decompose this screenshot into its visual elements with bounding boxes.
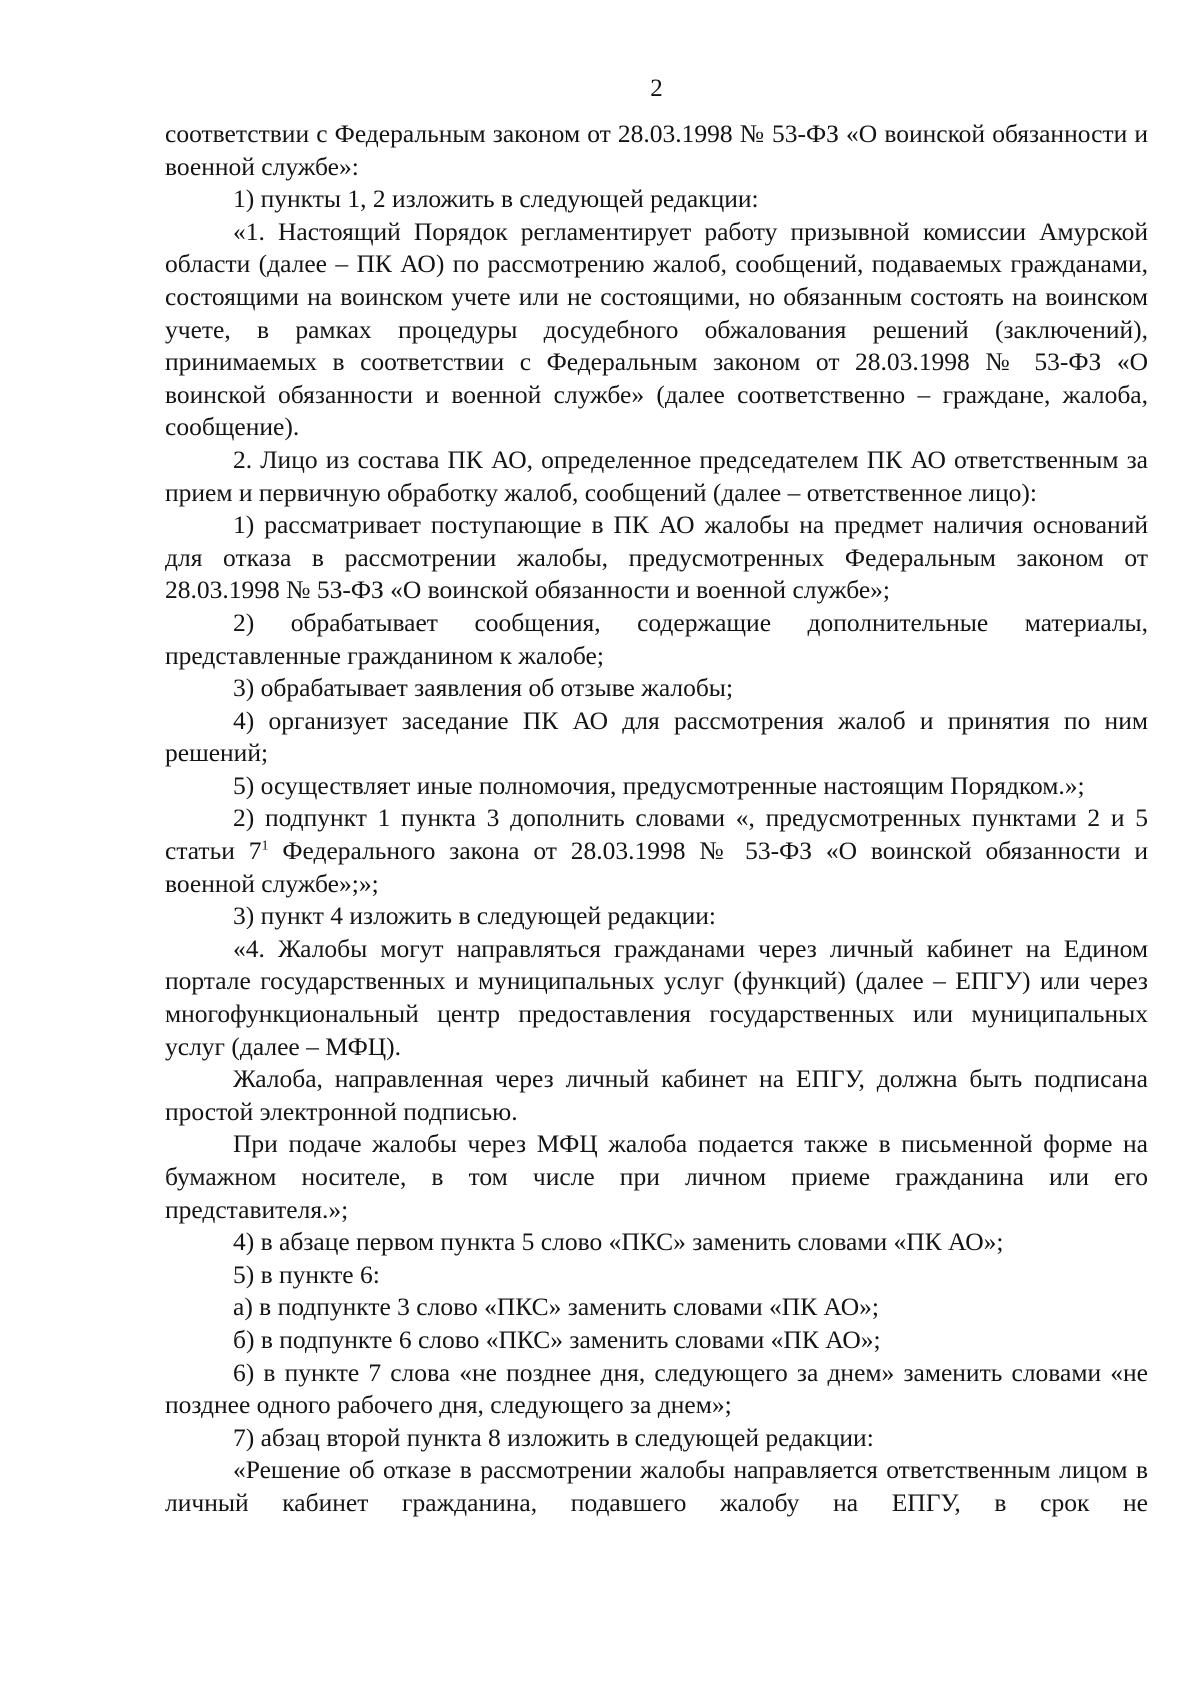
amendment-2-text-before: 2) подпункт 1 пункта 3 дополнить словами «, предусмотренных пунктами 2 и 5 статьи 7 bbox=[165, 803, 1148, 866]
paragraph-subclause-4: 4) организует заседание ПК АО для рассмотрения жалоб и принятия по ним решений; bbox=[165, 705, 1148, 768]
paragraph-clause-4-mfc: При подаче жалобы через МФЦ жалоба подается также в письменной форме на бумажном носителе, в том числе при личном приеме гражданина или его представителя.»; bbox=[165, 1129, 1148, 1224]
paragraph-clause-4-signature: Жалоба, направленная через личный кабинет на ЕПГУ, должна быть подписана простой электронной подписью. bbox=[165, 1064, 1148, 1126]
paragraph-amendment-5a: а) в подпункте 3 слово «ПКС» заменить словами «ПК АО»; bbox=[233, 1292, 879, 1322]
paragraph-clause-2: 2. Лицо из состава ПК АО, определенное председателем ПК АО ответственным за прием и первичную обработку жалоб, сообщений (далее – ответственное лицо): bbox=[165, 444, 1148, 507]
paragraph-amendment-5: 5) в пункте 6: bbox=[233, 1259, 380, 1289]
paragraph-amendment-4: 4) в абзаце первом пункта 5 слово «ПКС» заменить словами «ПК АО»; bbox=[233, 1227, 1004, 1257]
paragraph-subclause-5: 5) осуществляет иные полномочия, предусмотренные настоящим Порядком.»; bbox=[233, 770, 1085, 800]
paragraph-amendment-5b: б) в подпункте 6 слово «ПКС» заменить словами «ПК АО»; bbox=[233, 1324, 881, 1354]
paragraph-amendment-7: 7) абзац второй пункта 8 изложить в следующей редакции: bbox=[233, 1422, 874, 1452]
paragraph-amendment-1: 1) пункты 1, 2 изложить в следующей редакции: bbox=[233, 184, 759, 214]
paragraph-clause-1: «1. Настоящий Порядок регламентирует работу призывной комиссии Амурской области (далее – ПК АО) по рассмотрению жалоб, сообщений, подаваемых гражданами, состоящими на воинском учете или не состоящими, но обязанным состоять на воинском учете, в рамках процедуры досудебного обжалования решений (заключений), принимаемых в соответствии с Федеральным законом от 28.03.1998 № 53-ФЗ «О воинской обязанности и военной службе» (далее соответственно – граждане, жалоба, сообщение). bbox=[165, 216, 1148, 442]
paragraph-clause-8-decision: «Решение об отказе в рассмотрении жалобы направляется ответственным лицом в личный кабинет гражданина, подавшего жалобу на ЕПГУ, в срок не bbox=[165, 1455, 1148, 1517]
paragraph-subclause-3: 3) обрабатывает заявления об отзыве жалобы; bbox=[233, 673, 734, 703]
page-number: 2 bbox=[650, 75, 663, 102]
article-superscript: 1 bbox=[261, 838, 269, 854]
paragraph-amendment-3: 3) пункт 4 изложить в следующей редакции: bbox=[233, 901, 716, 931]
paragraph-amendment-2 bbox=[165, 802, 1148, 900]
paragraph-continuation: соответствии с Федеральным законом от 28.03.1998 № 53-ФЗ «О воинской обязанности и военной службе»: bbox=[165, 119, 1148, 181]
paragraph-subclause-2: 2) обрабатывает сообщения, содержащие дополнительные материалы, представленные гражданином к жалобе; bbox=[165, 607, 1148, 670]
paragraph-subclause-1: 1) рассматривает поступающие в ПК АО жалобы на предмет наличия оснований для отказа в рассмотрении жалобы, предусмотренных Федеральным законом от 28.03.1998 № 53-ФЗ «О воинской обязанности и военной службе»; bbox=[165, 510, 1148, 605]
paragraph-amendment-6: 6) в пункте 7 слова «не позднее дня, следующего за днем» заменить словами «не позднее одного рабочего дня, следующего за днем»; bbox=[165, 1357, 1148, 1420]
paragraph-clause-4: «4. Жалобы могут направляться гражданами через личный кабинет на Едином портале государственных и муниципальных услуг (функций) (далее – ЕПГУ) или через многофункциональный центр предоставления государственных или муниципальных услуг (далее – МФЦ). bbox=[165, 933, 1148, 1061]
document-body bbox=[165, 118, 1148, 1520]
amendment-2-text-after: Федерального закона от 28.03.1998 № 53-ФЗ «О воинской обязанности и военной службе»;»; bbox=[165, 836, 1149, 898]
